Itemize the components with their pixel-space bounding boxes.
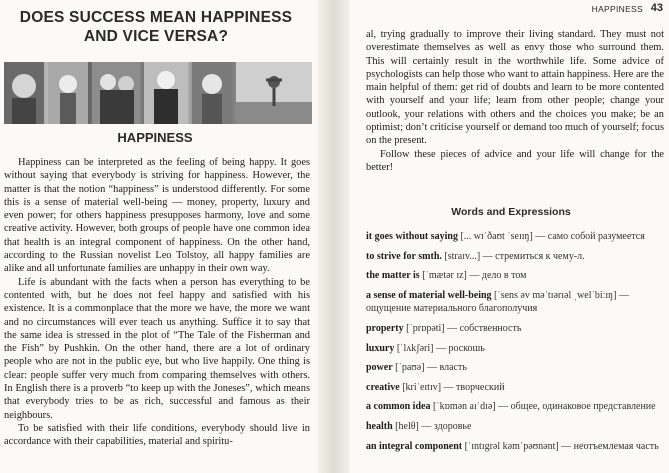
- vocab-translation: [kriˈeɪtɪv] — творческий: [399, 381, 505, 393]
- vocab-entry: [366, 342, 666, 356]
- vocab-term: the matter is: [366, 270, 420, 282]
- words-expressions-title: Words and Expressions: [451, 206, 571, 218]
- vocab-entry: [366, 289, 666, 316]
- vocab-entry: [366, 420, 666, 434]
- vocab-term: health: [366, 420, 393, 432]
- vocab-translation: [ˈɪntɪgrəl kəmˈpəʊnənt] — неотъемлемая часть: [462, 440, 659, 452]
- page-number: 43: [650, 2, 663, 14]
- vocab-term: to strive for smth.: [366, 250, 442, 262]
- title-line-1: DOES SUCCESS MEAN HAPPINESS: [19, 9, 293, 26]
- right-page: [350, 0, 669, 473]
- vocab-translation: [ˈpaʊə] — власть: [392, 362, 467, 374]
- right-body-text: [366, 28, 664, 174]
- paragraph: al, trying gradually to improve their living standard. They must not overestimate themselves as well as envy those who surround them. This will certainly result in the worthwhile life. Some advice of psychologists can help those who want to attain happiness. Here are the main helpful of them: get rid of doubts and learn to be more contented with yourself and your life; learn from other people; change your outlook, your relations with others and the choices you make; be an optimist; don’t criticise yourself or demand too much of yourself; focus on the present.: [366, 29, 664, 147]
- paragraph: Happiness can be interpreted as the feeling of being happy. It goes without saying that everybody is striving for happiness. However, the matter is that the notion “happiness” is understood differently. For some this is a sense of material well-being — money, property, luxury and even power; for others happiness presupposes harmony, love and some creative activity. However, both groups of people have one common idea that health is an integral component of happiness. On the other hand, according to the Russian novelist Leo Tolstoy, all happy families are alike and all unfortunate families are unhappy in their own way.: [4, 157, 310, 275]
- running-header: HAPPINESS: [591, 4, 643, 14]
- vocab-entry: [366, 440, 666, 454]
- article-title: [6, 8, 306, 46]
- vocab-entry: [366, 269, 666, 283]
- vocab-term: power: [366, 362, 393, 374]
- vocab-term: an integral component: [366, 440, 463, 452]
- vocab-translation: [helθ] — здоровье: [392, 420, 472, 432]
- left-page: [0, 0, 318, 473]
- vocab-translation: [ˈkɒmən aɪˈdɪə] — общее, одинаковое представление: [430, 401, 656, 413]
- photo-collage: [4, 62, 312, 124]
- vocab-entry: [366, 322, 666, 336]
- vocab-entry: [366, 400, 666, 414]
- vocab-entry: [366, 230, 666, 244]
- vocab-translation: [ˈsens əv məˈtɪərɪəl ˌwelˈbiːɪŋ] — ощущение материального благополучия: [366, 289, 629, 315]
- book-gutter: [318, 0, 350, 473]
- vocab-entry: [366, 361, 666, 375]
- vocab-term: a sense of material well-being: [366, 289, 492, 301]
- vocabulary-list: [366, 230, 666, 459]
- vocab-term: luxury: [366, 342, 395, 354]
- vocab-term: property: [366, 322, 404, 334]
- vocab-translation: [ˈprɒpəti] — собственность: [403, 322, 522, 334]
- vocab-entry: [366, 250, 666, 264]
- title-line-2: AND VICE VERSA?: [83, 28, 229, 45]
- paragraph: Life is abundant with the facts when a person has everything to be contented with, but he does not feel happy and satisfied with his existence. It is a commonplace that the more we have, the more we want and no circumstances will ever teach us anything. Suffice it to say that the same idea is stressed in the plot of “The Tale of the Fisherman and the Fish” by Pushkin. On the other hand, there are a lot of ordinary people who are not in the public eye, but who live happily. One thing is clear: people suffer very much from comparing themselves with others. In English there is a proverb “to keep up with the Joneses”, which means that everybody tries to be as rich, successful and famous as their neighbours.: [4, 276, 310, 421]
- vocab-term: creative: [366, 381, 400, 393]
- vocab-translation: [straɪv...] — стремиться к чему-л.: [441, 250, 585, 262]
- vocab-term: a common idea: [366, 401, 431, 413]
- paragraph: To be satisfied with their life conditions, everybody should live in accordance with their capabilities, material and spiritu-: [4, 422, 310, 448]
- vocab-translation: [ˈmætər ɪz] — дело в том: [419, 270, 527, 282]
- vocab-translation: [ˈlʌkʃəri] — роскошь: [394, 342, 485, 354]
- paragraph: Follow these pieces of advice and your life will change for the better!: [366, 148, 664, 173]
- vocab-term: it goes without saying: [366, 231, 458, 242]
- section-title: HAPPINESS: [117, 130, 193, 145]
- vocab-entry: [366, 381, 666, 395]
- collage-figures: [4, 62, 312, 124]
- vocab-translation: [... wɪˈðaʊt ˈseɪɪŋ] — само собой разумеется: [457, 231, 645, 242]
- left-body-text: [4, 156, 310, 449]
